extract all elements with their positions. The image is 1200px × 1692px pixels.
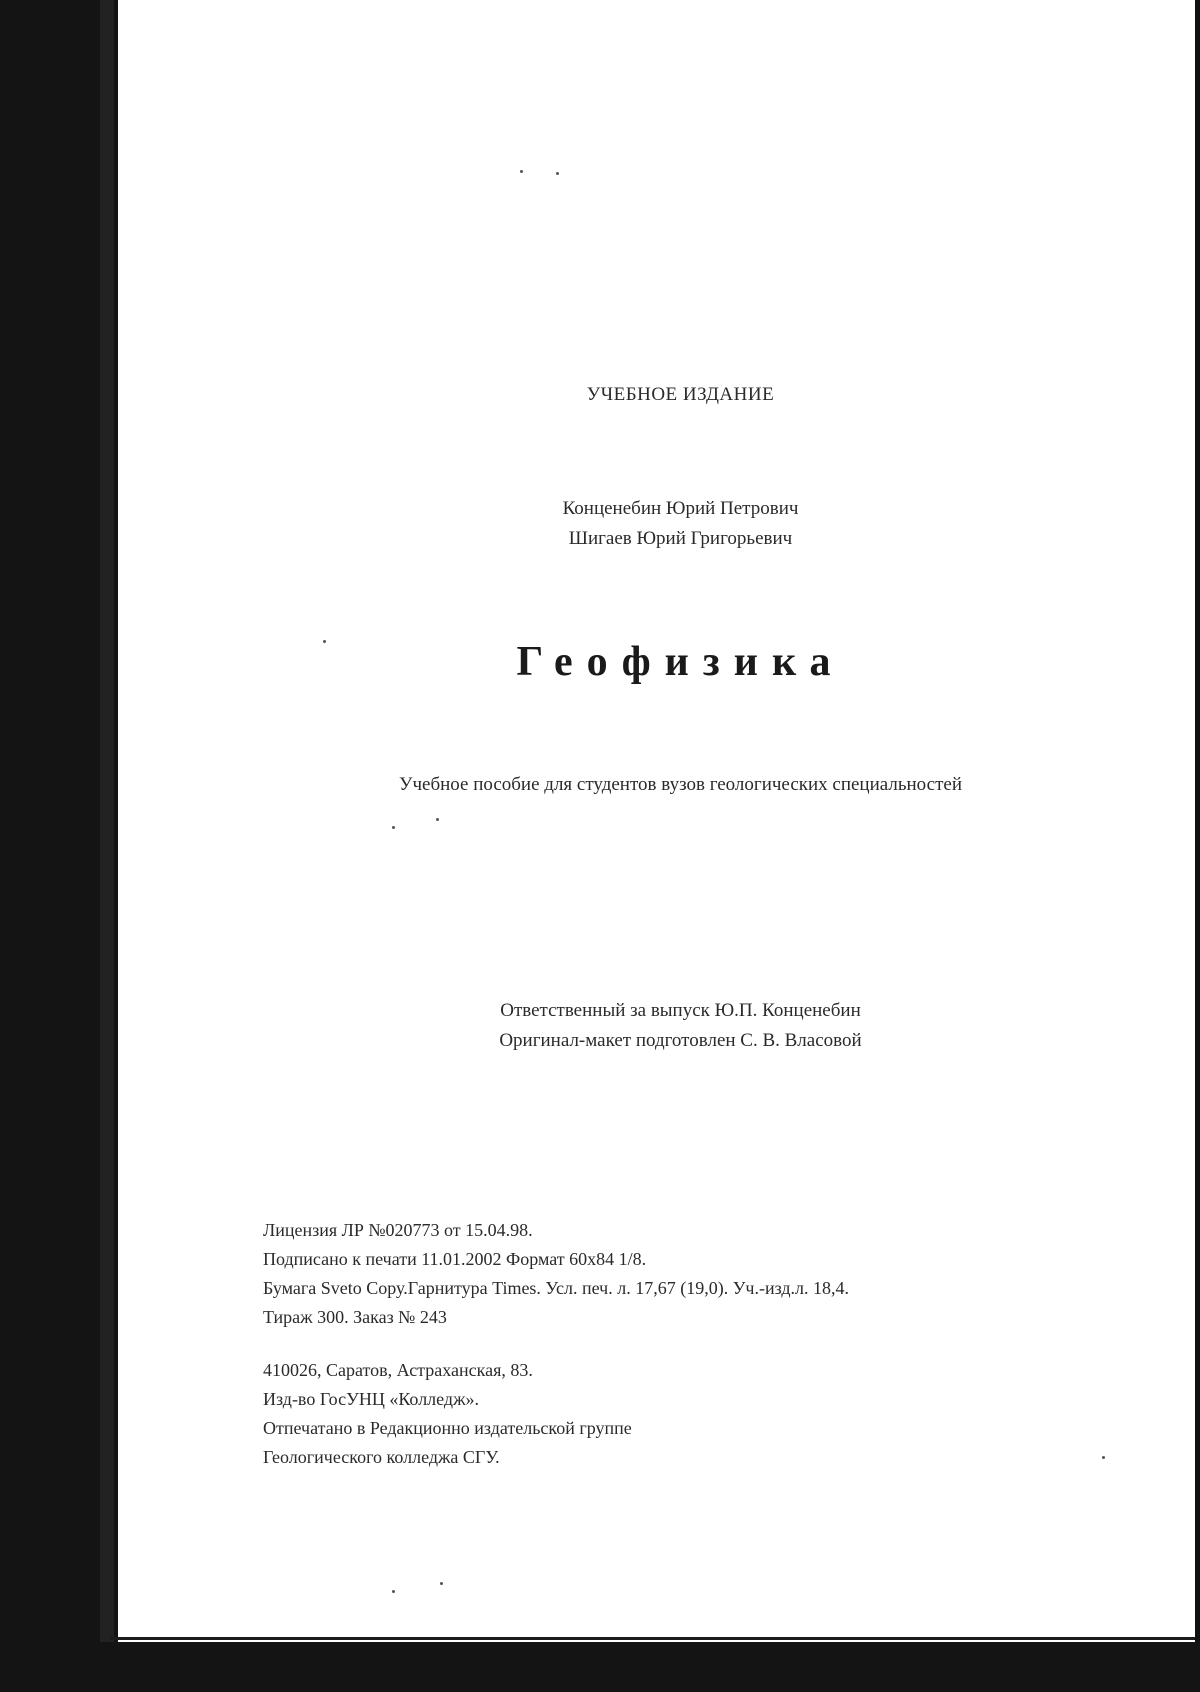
author-name: Конценебин Юрий Петрович <box>562 498 799 519</box>
series-label: УЧЕБНОЕ ИЗДАНИЕ <box>586 384 775 405</box>
responsible-line: Оригинал-макет подготовлен С. В. Власовой <box>499 1030 862 1051</box>
publisher-address-line: 410026, Саратов, Астраханская, 83. <box>263 1360 533 1380</box>
document-subtitle: Учебное пособие для студентов вузов геологических специальностей <box>399 774 962 795</box>
document-page <box>118 0 1195 1640</box>
publication-details <box>263 1216 849 1332</box>
publication-detail-line: Лицензия ЛР №020773 от 15.04.98. <box>263 1220 533 1240</box>
responsible-line: Ответственный за выпуск Ю.П. Конценебин <box>500 1000 861 1021</box>
publisher-address-line: Изд-во ГосУНЦ «Колледж». <box>263 1389 479 1409</box>
scan-border-right <box>1195 0 1200 1692</box>
author-name: Шигаев Юрий Григорьевич <box>568 528 793 549</box>
publication-detail-line: Подписано к печати 11.01.2002 Формат 60х84 1/8. <box>263 1249 647 1269</box>
publisher-address <box>263 1356 632 1472</box>
scan-border-left-inner <box>100 0 114 1692</box>
scan-border-bottom <box>0 1642 1200 1692</box>
publication-detail-line: Тираж 300. Заказ № 243 <box>263 1307 447 1327</box>
publisher-address-line: Отпечатано в Редакционно издательской группе <box>263 1418 632 1438</box>
responsible-block <box>118 996 1200 1056</box>
document-title: Геофизика <box>516 639 845 685</box>
publication-detail-line: Бумага Sveto Сору.Гарнитура Times. Усл. печ. л. 17,67 (19,0). Уч.-изд.л. 18,4. <box>263 1278 850 1298</box>
authors-block <box>118 494 1200 554</box>
publisher-address-line: Геологического колледжа СГУ. <box>263 1447 500 1467</box>
